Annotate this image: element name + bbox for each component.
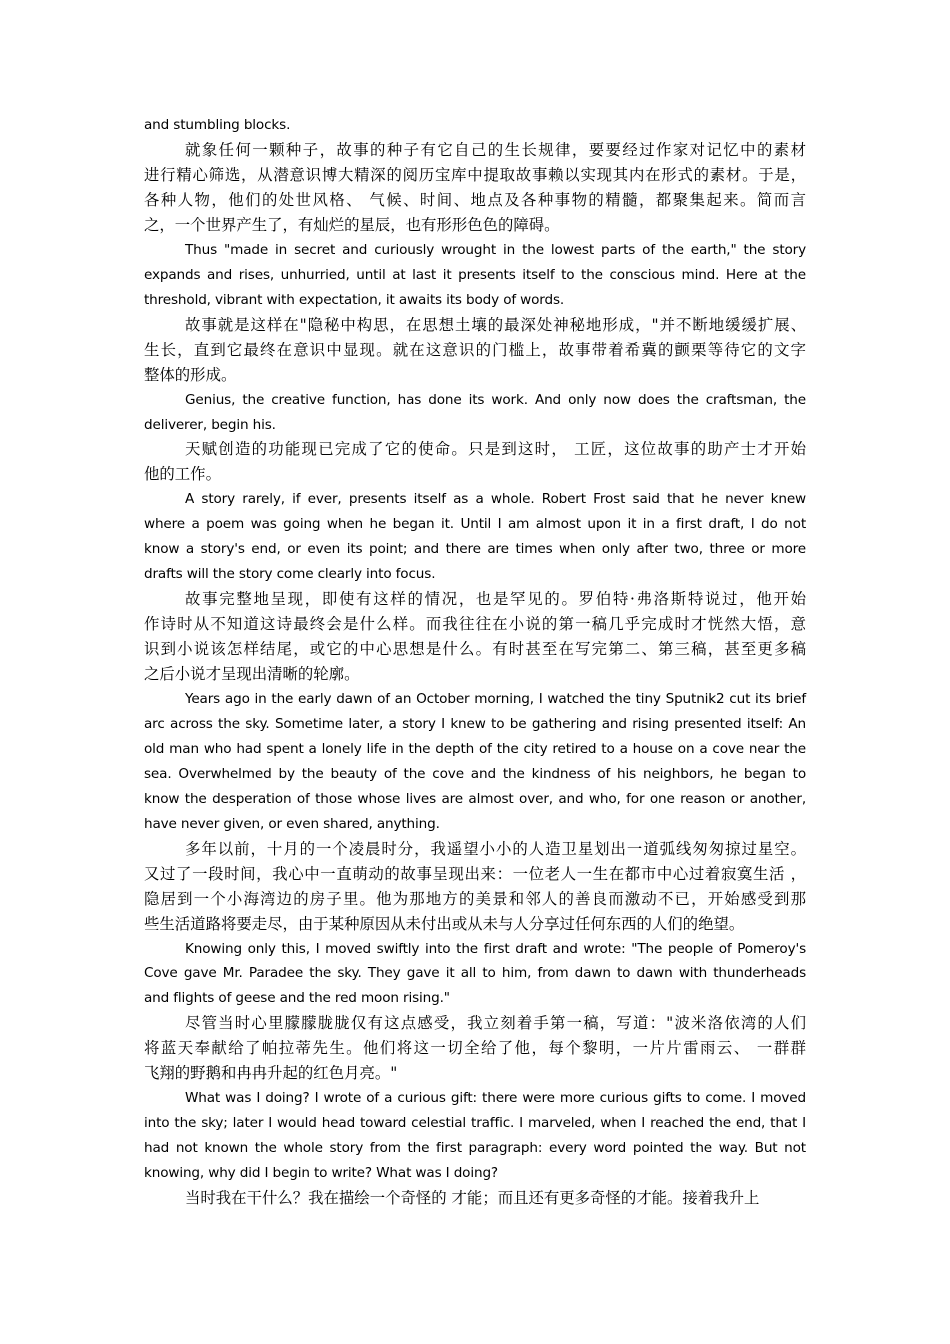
chinese-paragraph xyxy=(144,587,806,687)
text-line: had not known the whole story from the first paragraph: every word pointed the way. But not xyxy=(144,1140,806,1157)
text-line: 生长，直到它最终在意识中显现。就在这意识的门槛上，故事带着希冀的颤栗等待它的文字 xyxy=(144,340,806,359)
text-line: 识到小说该怎样结尾，或它的中心思想是什么。有时甚至在写完第二、第三稿，甚至更多稿 xyxy=(144,640,806,659)
text-line: 作诗时从不知道这诗最终会是什么样。而我往往在小说的第一稿几乎完成时才恍然大悟，意 xyxy=(144,615,806,634)
text-line: What was I doing? I wrote of a curious gift: there were more curious gifts to come. I moved xyxy=(185,1090,806,1107)
chinese-paragraph xyxy=(144,138,806,238)
text-line: 各种人物，他们的处世风格、 气候、时间、地点及各种事物的精髓，都聚集起来。简而言 xyxy=(144,190,806,209)
english-paragraph xyxy=(144,388,806,438)
text-line: know a story's end, or even its point; and there are times when only after two, three or more xyxy=(144,541,806,558)
text-line: Genius, the creative function, has done its work. And only now does the craftsman, the xyxy=(185,391,806,408)
text-line: old man who had spent a lonely life in the depth of the city retired to a house on a cove near the xyxy=(144,740,806,757)
text-line: 些生活道路将要走尽，由于某种原因从未付出或从未与人分享过任何东西的人们的绝望。 xyxy=(144,914,745,933)
text-line: 整体的形成。 xyxy=(144,365,237,384)
text-line: and stumbling blocks. xyxy=(144,117,291,133)
text-line: 隐居到一个小海湾边的房子里。他为那地方的美景和邻人的善良而激动不已，开始感受到那 xyxy=(144,889,806,908)
english-paragraph xyxy=(144,1086,806,1186)
english-paragraph xyxy=(144,238,806,313)
english-paragraph xyxy=(144,487,806,587)
document-page xyxy=(144,113,806,1211)
text-line: and flights of geese and the red moon rising." xyxy=(144,990,450,1007)
text-line: know the desperation of those whose lives are almost over, and who, for one reason or another, xyxy=(144,790,806,807)
text-line: Thus "made in secret and curiously wrought in the lowest parts of the earth," the story xyxy=(185,241,806,258)
english-paragraph xyxy=(144,113,806,138)
text-line: 多年以前，十月的一个凌晨时分，我遥望小小的人造卫星划出一道弧线匆匆掠过星空。 xyxy=(185,839,806,858)
text-line: 天赋创造的功能现已完成了它的使命。只是到这时， 工匠，这位故事的助产士才开始 xyxy=(185,440,806,459)
chinese-paragraph xyxy=(144,1011,806,1086)
text-line: deliverer, begin his. xyxy=(144,416,276,433)
text-line: 故事就是这样在"隐秘中构思，在思想土壤的最深处神秘地形成，"并不断地缓缓扩展、 xyxy=(185,315,806,334)
text-line: Cove gave Mr. Paradee the sky. They gave it all to him, from dawn to dawn with thunderheads xyxy=(144,965,806,982)
text-line: 他的工作。 xyxy=(144,465,221,484)
text-line: 飞翔的野鹅和冉冉升起的红色月亮。" xyxy=(144,1064,398,1083)
text-line: 当时我在干什么？我在描绘一个奇怪的 才能；而且还有更多奇怪的才能。接着我升上 xyxy=(185,1188,760,1207)
text-line: drafts will the story come clearly into focus. xyxy=(144,566,436,583)
text-line: sea. Overwhelmed by the beauty of the cove and the kindness of his neighbors, he began to xyxy=(144,765,806,782)
text-line: 尽管当时心里朦朦胧胧仅有这点感受，我立刻着手第一稿，写道："波米洛依湾的人们 xyxy=(185,1014,806,1033)
text-line: threshold, vibrant with expectation, it awaits its body of words. xyxy=(144,291,565,308)
text-line: A story rarely, if ever, presents itself as a whole. Robert Frost said that he never knew xyxy=(185,491,806,508)
text-line: Years ago in the early dawn of an October morning, I watched the tiny Sputnik2 cut its brief xyxy=(185,691,806,708)
text-line: 将蓝天奉献给了帕拉蒂先生。他们将这一切全给了他，每个黎明，一片片雷雨云、 一群群 xyxy=(144,1039,806,1058)
chinese-paragraph xyxy=(144,313,806,388)
text-line: 之，一个世界产生了，有灿烂的星辰，也有形形色色的障碍。 xyxy=(144,215,560,234)
text-line: where a poem was going when he began it. Until I am almost upon it in a first draft, I do not xyxy=(144,516,806,533)
article-body xyxy=(144,113,806,1211)
text-line: 故事完整地呈现，即使有这样的情况，也是罕见的。罗伯特·弗洛斯特说过，他开始 xyxy=(185,590,806,609)
text-line: arc across the sky. Sometime later, a story I knew to be gathering and rising presented itself: An xyxy=(144,715,806,732)
english-paragraph xyxy=(144,937,806,1012)
text-line: Knowing only this, I moved swiftly into the first draft and wrote: "The people of Pomeroy's xyxy=(185,940,806,957)
text-line: 就象任何一颗种子，故事的种子有它自己的生长规律，要要经过作家对记忆中的素材 xyxy=(185,140,806,159)
chinese-paragraph xyxy=(144,437,806,487)
text-line: expands and rises, unhurried, until at last it presents itself to the conscious mind. Here at the xyxy=(144,266,806,283)
text-line: knowing, why did I begin to write? What was I doing? xyxy=(144,1164,498,1181)
chinese-paragraph xyxy=(144,837,806,937)
text-line: 之后小说才呈现出清晰的轮廓。 xyxy=(144,665,360,684)
text-line: 进行精心筛选，从潜意识博大精深的阅历宝库中提取故事赖以实现其内在形式的素材。于是， xyxy=(144,165,806,184)
text-line: 又过了一段时间，我心中一直萌动的故事呈现出来：一位老人一生在都市中心过着寂寞生活 ， xyxy=(144,864,806,883)
chinese-paragraph xyxy=(144,1186,806,1211)
english-paragraph xyxy=(144,687,806,836)
text-line: into the sky; later I would head toward celestial traffic. I marveled, when I reached the end, that I xyxy=(144,1115,806,1132)
text-line: have never given, or even shared, anything. xyxy=(144,815,440,832)
